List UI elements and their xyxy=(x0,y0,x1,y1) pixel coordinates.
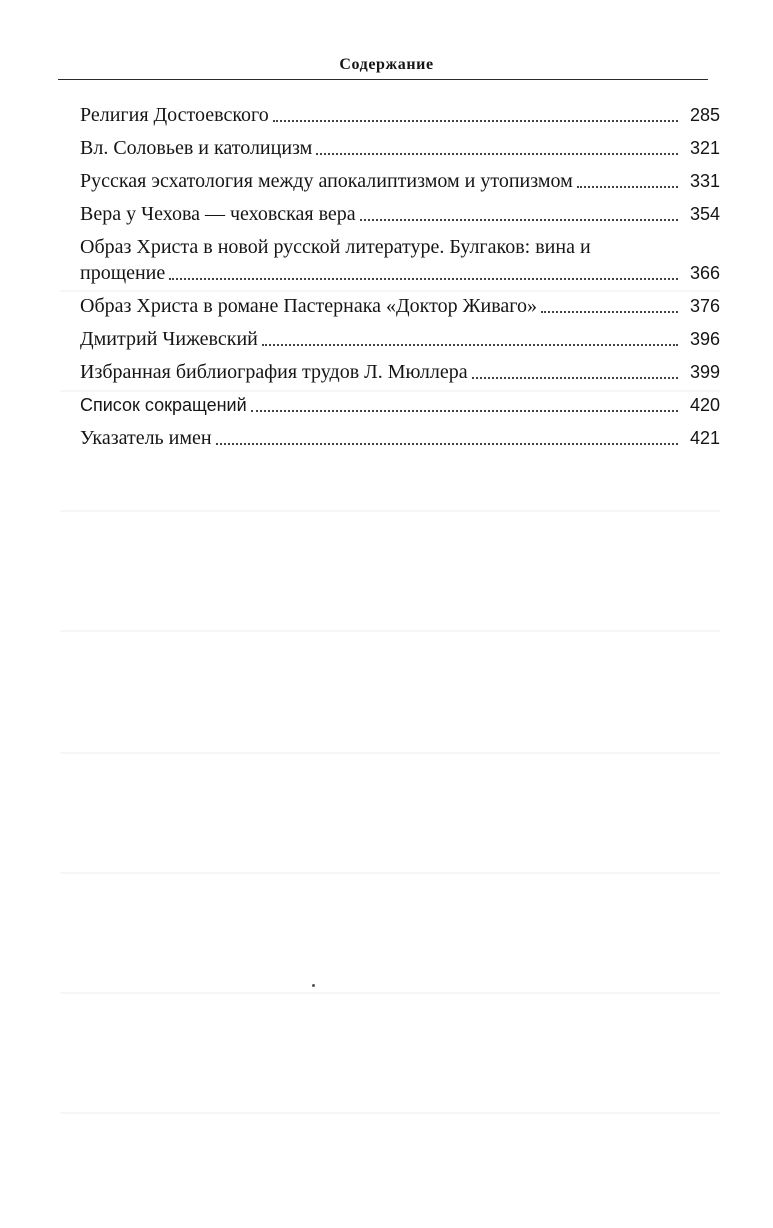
toc-entry-title: Образ Христа в романе Пастернака «Доктор Живаго» xyxy=(80,295,537,317)
dot-leader xyxy=(216,443,678,445)
toc-entry-page: 399 xyxy=(689,362,720,382)
dot-leader xyxy=(577,186,678,188)
table-of-contents xyxy=(80,102,720,458)
dot-leader xyxy=(541,311,678,313)
toc-entry xyxy=(80,425,720,451)
toc-entry-title: Религия Достоевского xyxy=(80,104,269,126)
toc-entry-page: 376 xyxy=(689,296,720,316)
toc-entry-page: 321 xyxy=(689,138,720,158)
toc-entry-title: Указатель имен xyxy=(80,427,212,449)
dot-leader xyxy=(360,219,678,221)
toc-entry-title-line1: Образ Христа в новой русской литературе. Булгаков: вина и xyxy=(80,236,591,258)
ink-speck xyxy=(312,984,315,987)
toc-entry xyxy=(80,234,720,286)
toc-entry-page: 285 xyxy=(689,105,720,125)
toc-entry-title: Вл. Соловьев и католицизм xyxy=(80,137,313,159)
running-head: Содержание xyxy=(339,56,434,73)
toc-entry-page: 354 xyxy=(689,204,720,224)
toc-entry-page: 420 xyxy=(689,395,720,415)
toc-entry-title: Русская эсхатология между апокалиптизмом и утопизмом xyxy=(80,170,573,192)
toc-entry xyxy=(80,201,720,227)
toc-entry-page: 421 xyxy=(689,428,720,448)
dot-leader xyxy=(316,153,678,155)
dot-leader xyxy=(251,410,678,412)
toc-entry xyxy=(80,102,720,128)
dot-leader xyxy=(169,278,678,280)
toc-entry-title-line2: прощение xyxy=(80,262,166,284)
dot-leader xyxy=(472,377,678,379)
dot-leader xyxy=(273,120,678,122)
toc-entry-page: 396 xyxy=(689,329,720,349)
toc-entry xyxy=(80,359,720,385)
toc-entry xyxy=(80,326,720,352)
toc-entry-page: 331 xyxy=(689,171,720,191)
header-rule xyxy=(58,79,708,80)
toc-entry-title: Избранная библиография трудов Л. Мюллера xyxy=(80,361,468,383)
toc-entry-title: Вера у Чехова — чеховская вера xyxy=(80,203,356,225)
toc-entry-title: Дмитрий Чижевский xyxy=(80,328,258,350)
dot-leader xyxy=(262,344,678,346)
toc-entry xyxy=(80,168,720,194)
toc-entry xyxy=(80,293,720,319)
toc-entry xyxy=(80,392,720,418)
toc-entry-page: 366 xyxy=(689,263,720,283)
toc-entry-title: Список сокращений xyxy=(80,395,247,415)
toc-entry xyxy=(80,135,720,161)
